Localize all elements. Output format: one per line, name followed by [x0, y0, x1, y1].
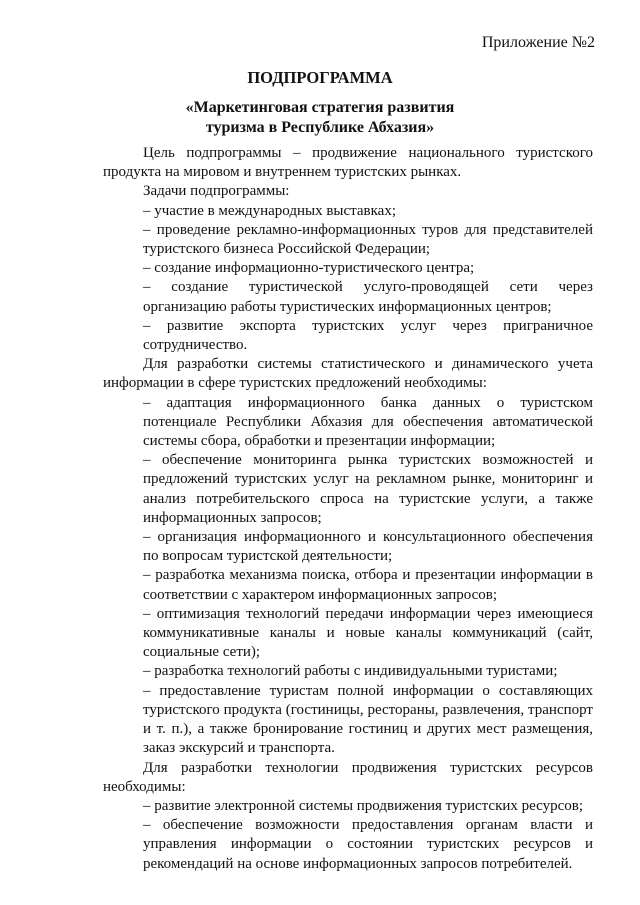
task-item: – проведение рекламно-информационных туров для представителей туристского бизнеса Российской Федерации; [143, 221, 593, 258]
document-title: ПОДПРОГРАММА [247, 68, 393, 87]
stats-item: – разработка технологий работы с индивидуальными туристами; [143, 663, 558, 680]
task-item: – создание информационно-туристического центра; [143, 260, 475, 277]
stats-item: – предоставление туристам полной информации о составляющих туристского продукта (гостиницы, рестораны, развлечения, транспорт и т. п.), а также бронирование гостиниц и других мест размещения, заказ экскурсий и транспорта. [143, 682, 593, 757]
task-item: – участие в международных выставках; [143, 202, 397, 219]
stats-item: – организация информационного и консультационного обеспечения по вопросам туристской деятельности; [143, 529, 593, 565]
promo-lead-paragraph: Для разработки технологии продвижения туристских ресурсов необходимы: [103, 759, 593, 795]
stats-item: – оптимизация технологий передачи информации через имеющиеся коммуникативные каналы и новые каналы коммуникаций (сайт, социальные сети); [143, 605, 593, 661]
task-item: – создание туристической услуго-проводящей сети через организацию работы туристических информационных центров; [143, 279, 593, 315]
subtitle-line-1: «Маркетинговая стратегия развития [185, 99, 455, 116]
document-subtitle [0, 98, 640, 138]
annex-label: Приложение №2 [481, 34, 595, 51]
task-item: – развитие экспорта туристских услуг через приграничное сотрудничество. [143, 317, 593, 354]
stats-lead-paragraph: Для разработки системы статистического и динамического учета информации в сфере туристских предложений необходимы: [103, 356, 593, 392]
stats-item: – разработка механизма поиска, отбора и презентации информации в соответствии с характером информационных запросов; [143, 567, 593, 603]
promo-item: – обеспечение возможности предоставления органам власти и управления информации о состоянии туристских ресурсов и рекомендаций на основе информационных запросов потребителей. [143, 817, 593, 872]
subtitle-line-2: туризма в Республике Абхазия» [205, 119, 435, 136]
tasks-label: Задачи подпрограммы: [143, 183, 290, 200]
stats-item: – адаптация информационного банка данных о туристском потенциале Республики Абхазия для обеспечения автоматической системы сбора, обработки и презентации информации; [143, 394, 593, 450]
document-body [103, 144, 593, 874]
promo-item: – развитие электронной системы продвижения туристских ресурсов; [143, 797, 584, 814]
stats-item: – обеспечение мониторинга рынка туристских возможностей и предложений туристских услуг на рекламном рынке, мониторинг и анализ потребительского спроса на туристские услуги, а также информационных запросов; [143, 452, 593, 526]
goal-paragraph: Цель подпрограммы – продвижение национального туристского продукта на мировом и внутреннем туристских рынках. [103, 145, 593, 181]
